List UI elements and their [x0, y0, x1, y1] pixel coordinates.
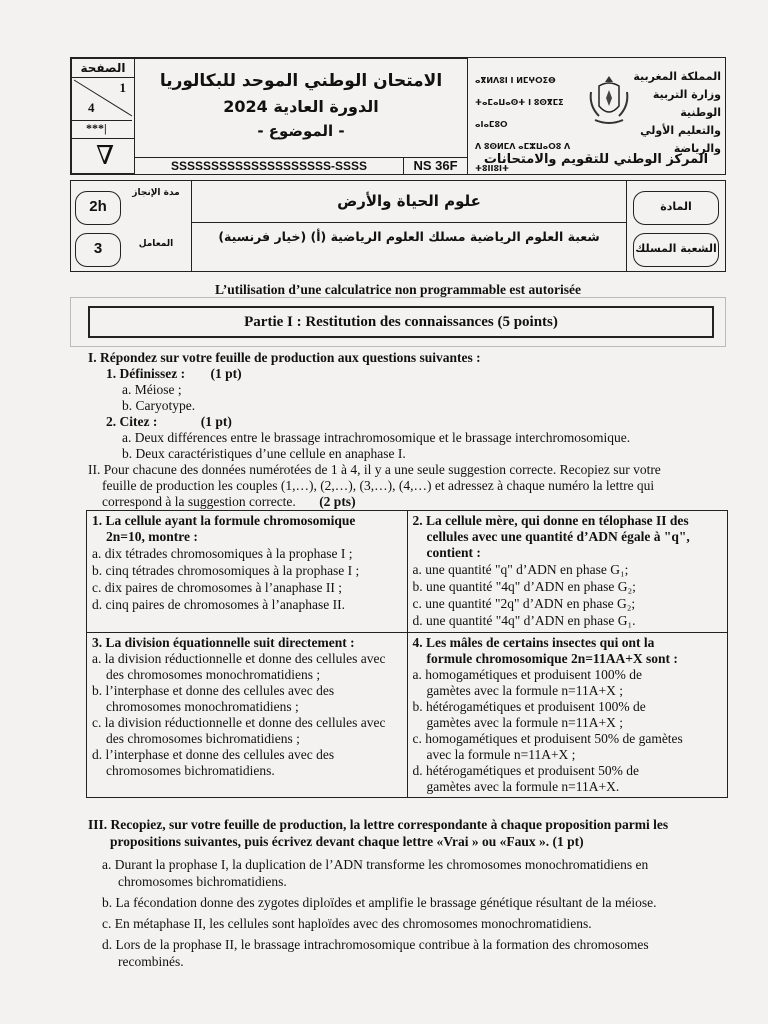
track-value: شعبة العلوم الرياضية مسلك العلوم الرياضية (أ) (خيار فرنسية)	[218, 229, 600, 244]
page-label-cell	[71, 58, 135, 78]
section-1-intro: I. Répondez sur votre feuille de production aux questions suivantes :	[88, 350, 481, 365]
qcm-1-option-d: d. cinq paires de chromosomes à l’anaphase II.	[92, 597, 346, 612]
page-num: 1	[119, 80, 126, 95]
qcm-3-option-d1: d. l’interphase et donne des cellules avec des	[92, 747, 335, 762]
coat-of-arms-icon	[587, 72, 631, 128]
question-2a: a. Deux différences entre le brassage intrachromosomique et le brassage interchromosomique.	[122, 430, 631, 445]
section-2-line1: II. Pour chacune des données numérotées de 1 à 4, il y a une seule suggestion correcte. Recopiez sur votre	[88, 462, 661, 477]
tifinagh-line2: ⵜⴰⵎⴰⵡⴰⵙⵜ ⵏ ⵓⵙⴳⵎⵉ ⴰⵏⴰⵎⵓⵔ	[475, 98, 564, 129]
question-2	[88, 414, 728, 430]
question-1b: b. Caryotype.	[122, 398, 196, 413]
section-3-prop-b: b. La fécondation donne des zygotes diploïdes et amplifie le brassage génétique résultant de la méiose.	[102, 895, 657, 910]
matter-value: علوم الحياة والأرض	[337, 192, 481, 210]
question-2-points: (1 pt)	[200, 414, 232, 429]
section-3-prop-a1: a. Durant la prophase I, la duplication de l’ADN transforme les chromosomes monochromatidiens en	[102, 857, 649, 872]
ministry-line2: والتعليم الأولي والرياضة	[640, 124, 721, 155]
code-left-cell	[134, 157, 404, 175]
question-1-points: (1 pt)	[210, 366, 242, 381]
matter-cell	[191, 181, 627, 223]
qcm-4-title2: formule chromosomique 2n=11AA+X sont :	[426, 651, 678, 666]
section-2-line2: feuille de production les couples (1,…), (2,…), (3,…), (4,…) et adressez à chaque numéro la lettre qui	[102, 478, 655, 493]
section-3-prop-c: c. En métaphase II, les cellules sont haploïdes avec des chromosomes monochromatidiens.	[102, 916, 592, 931]
qcm-cell-3	[87, 633, 408, 798]
question-1-label: 1. Définissez :	[106, 366, 186, 381]
qcm-4-option-a2: gamètes avec la formule n=11A+X ;	[426, 683, 624, 698]
section-2-line3: correspond à la suggestion correcte.	[102, 494, 296, 509]
qcm-table	[86, 510, 728, 798]
qcm-2-option-c: c. une quantité "2q" d’ADN en phase G₂;	[412, 596, 636, 611]
question-1a: a. Méiose ;	[122, 382, 182, 397]
exam-header	[70, 57, 726, 175]
qcm-3-option-d2: chromosomes bichromatidiens.	[106, 763, 275, 778]
triangle-icon: ∇	[96, 141, 115, 170]
qcm-1-option-a: a. dix tétrades chromosomiques à la prophase I ;	[92, 546, 353, 561]
coef-value: 3	[93, 240, 103, 257]
duration-value: 2h	[89, 198, 107, 215]
section-3-line1: III. Recopiez, sur votre feuille de production, la lettre correspondante à chaque proposition parmi les	[88, 817, 669, 832]
section-2-line3-row	[88, 494, 728, 510]
track-label: الشعبة المسلك	[635, 242, 717, 255]
question-1	[88, 366, 728, 382]
qcm-4-title1: 4. Les mâles de certains insectes qui ont la	[412, 635, 655, 650]
page-label: الصفحة	[80, 61, 126, 75]
page-total: 4	[88, 100, 95, 115]
section-2-points: (2 pts)	[319, 494, 356, 509]
qcm-2-title2: cellules avec une quantité d’ADN égale à "q",	[426, 529, 690, 544]
page-number-cell	[71, 77, 135, 139]
qcm-4-option-b2: gamètes avec la formule n=11A+X ;	[426, 715, 624, 730]
code-right: NS 36F	[413, 158, 458, 173]
code-left: SSSSSSSSSSSSSSSSSSSS-SSSS	[170, 159, 368, 173]
section-3-prop-a2: chromosomes bichromatidiens.	[118, 874, 287, 889]
table-row	[87, 633, 728, 798]
ministry-line1: وزارة التربية الوطنية	[652, 88, 721, 119]
stars: ***|	[72, 120, 132, 136]
qcm-3-option-a1: a. la division réductionnelle et donne des cellules avec	[92, 651, 386, 666]
section-2	[88, 462, 728, 510]
track-cell	[191, 222, 627, 271]
qcm-2-option-b: b. une quantité "4q" d’ADN en phase G₂;	[412, 579, 636, 594]
qcm-1-option-c: c. dix paires de chromosomes à l’anaphase II ;	[92, 580, 343, 595]
qcm-3-option-b1: b. l’interphase et donne des cellules avec des	[92, 683, 335, 698]
question-2b: b. Deux caractéristiques d’une cellule en anaphase I.	[122, 446, 406, 461]
exam-title-cell	[134, 58, 468, 158]
duration-label: مدة الإنجاز	[132, 188, 180, 198]
qcm-cell-4	[407, 633, 728, 798]
ministry-block	[631, 68, 721, 158]
qcm-3-option-c2: des chromosomes bichromatidiens ;	[106, 731, 300, 746]
qcm-2-title1: 2. La cellule mère, qui donne en télophase II des	[412, 513, 689, 528]
qcm-3-title: 3. La division équationnelle suit directement :	[92, 635, 355, 650]
coef-label: المعامل	[138, 239, 174, 249]
section-3-prop-d1: d. Lors de la prophase II, le brassage intrachromosomique contribue à la formation des chromosomes	[102, 937, 649, 952]
qcm-4-option-d2: gamètes avec la formule n=11A+X.	[426, 779, 620, 794]
qcm-1-title1: 1. La cellule ayant la formule chromosomique	[92, 513, 356, 528]
subject-box	[70, 180, 726, 272]
qcm-3-option-a2: des chromosomes monochromatidiens ;	[106, 667, 321, 682]
tifinagh-line1: ⴰⴳⵍⴷⵓⵏ ⵏ ⵍⵎⵖⵔⵉⴱ	[475, 76, 556, 85]
qcm-1-option-b: b. cinq tétrades chromosomiques à la prophase I ;	[92, 563, 360, 578]
qcm-3-option-c1: c. la division réductionnelle et donne des cellules avec	[92, 715, 386, 730]
matter-label: المادة	[660, 200, 692, 213]
center-name: المركز الوطني للتقويم والامتحانات	[483, 152, 709, 167]
qcm-4-option-c1: c. homogamétiques et produisent 50% de gamètes	[412, 731, 683, 746]
qcm-4-option-c2: avec la formule n=11A+X ;	[426, 747, 576, 762]
part-title: Partie I : Restitution des connaissances (5 points)	[88, 306, 714, 338]
code-right-cell	[403, 157, 468, 175]
qcm-4-option-d1: d. hétérogamétiques et produisent 50% de	[412, 763, 639, 778]
coef-box	[75, 233, 121, 267]
exam-line2: الدورة العادية 2024	[223, 97, 379, 116]
qcm-2-title3: contient :	[426, 545, 481, 560]
exam-line1: الامتحان الوطني الموحد للبكالوريا	[159, 71, 443, 91]
calculator-note: L’utilisation d’une calculatrice non programmable est autorisée	[215, 282, 581, 297]
section-3	[88, 816, 728, 970]
question-2-label: 2. Citez :	[106, 414, 158, 429]
qcm-4-option-a1: a. homogamétiques et produisent 100% de	[412, 667, 642, 682]
qcm-cell-2	[407, 511, 728, 633]
table-row	[87, 511, 728, 633]
triangle-cell	[71, 138, 135, 174]
qcm-2-option-a: a. une quantité "q" d’ADN en phase G₁;	[412, 562, 629, 577]
section-3-line2: propositions suivantes, puis écrivez devant chaque lettre «Vrai » ou «Faux ». (1 pt)	[110, 834, 584, 849]
qcm-4-option-b1: b. hétérogamétiques et produisent 100% de	[412, 699, 646, 714]
duration-box	[75, 191, 121, 225]
exam-line3: - الموضوع -	[257, 122, 345, 140]
section-1	[88, 350, 728, 462]
qcm-2-option-d: d. une quantité "4q" d’ADN en phase G₁.	[412, 613, 636, 628]
tifinagh-line3: ⴷ ⵓⵙⵍⵎⴷ ⴰⵎⵣⵡⴰⵔⵓ ⴷ ⵜⵓⵏⵏⵓⵏⵜ	[475, 142, 571, 173]
section-3-prop-d2: recombinés.	[118, 954, 184, 969]
matter-label-box	[633, 191, 719, 225]
track-label-box	[633, 233, 719, 267]
qcm-cell-1	[87, 511, 408, 633]
qcm-3-option-b2: chromosomes monochromatidiens ;	[106, 699, 299, 714]
kingdom-name: المملكة المغربية	[633, 70, 721, 83]
qcm-1-title2: 2n=10, montre :	[106, 529, 198, 544]
